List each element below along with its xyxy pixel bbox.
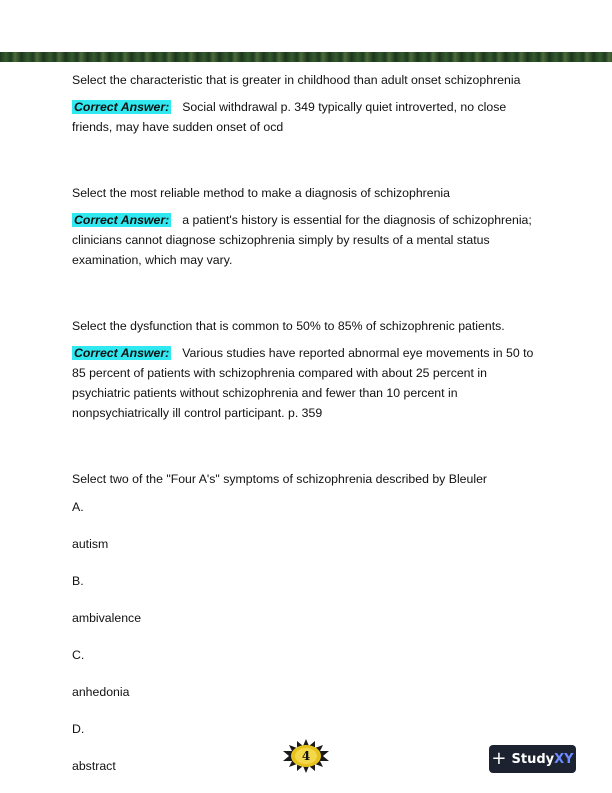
answer-text: Various studies have reported abnormal eye movements in 50 to 85 percent of patients with schizophrenia compared with about 25 percent in psychiatric patients without schizophrenia and fewer than 10 percent in nonpsychiatrically ill control participant. p. 359 (72, 346, 534, 420)
answer-text: Social withdrawal p. 349 typically quiet introverted, no close friends, may have sudden onset of ocd (72, 100, 507, 134)
question-text: Select the most reliable method to make a diagnosis of schizophrenia (72, 186, 450, 200)
answer-paragraph (72, 97, 542, 137)
question-text: Select two of the "Four A's" symptoms of schizophrenia described by Bleuler (72, 472, 488, 486)
qa-block-3 (72, 316, 542, 423)
option-letter: C. (72, 648, 85, 662)
correct-answer-label: Correct Answer: (74, 213, 170, 227)
option-text: ambivalence (72, 611, 142, 625)
option-text: autism (72, 537, 109, 551)
document-body (72, 70, 542, 793)
option-text: anhedonia (72, 685, 130, 699)
question-text: Select the characteristic that is greater in childhood than adult onset schizophrenia (72, 73, 521, 87)
option-list (72, 497, 542, 776)
plus-icon: + (491, 748, 507, 769)
option-letter: A. (72, 500, 84, 514)
mcq-block (72, 469, 542, 776)
correct-answer-label: Correct Answer: (74, 100, 170, 114)
qa-block-2 (72, 183, 542, 270)
qa-block-1 (72, 70, 542, 137)
option-letter: D. (72, 722, 85, 736)
logo-text-study: Study (511, 751, 555, 767)
answer-paragraph (72, 343, 542, 423)
correct-answer-label: Correct Answer: (74, 346, 170, 360)
studyxy-logo (489, 745, 576, 773)
question-text: Select the dysfunction that is common to 50% to 85% of schizophrenic patients. (72, 319, 505, 333)
answer-text: a patient's history is essential for the diagnosis of schizophrenia; clinicians cannot diagnose schizophrenia simply by results of a mental status examination, which may vary. (72, 213, 532, 267)
logo-text-xy: XY (554, 751, 574, 767)
page-number-badge (279, 738, 333, 774)
answer-paragraph (72, 210, 542, 270)
page-number: 4 (301, 749, 311, 763)
header-decorative-band (0, 52, 612, 62)
option-letter: B. (72, 574, 84, 588)
option-text: abstract (72, 759, 116, 773)
